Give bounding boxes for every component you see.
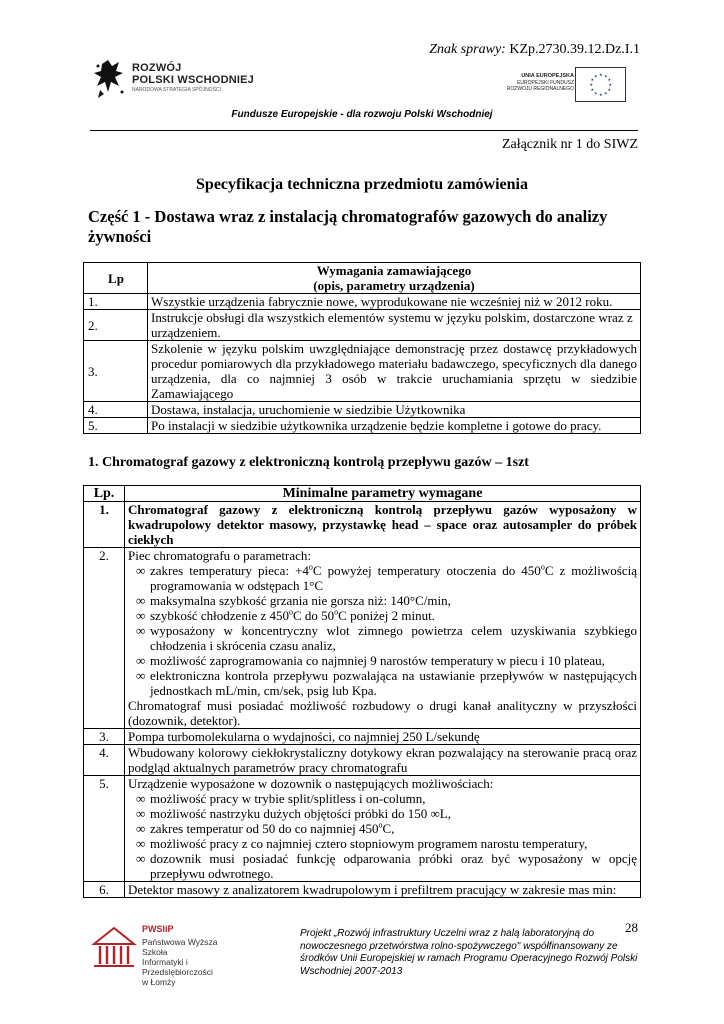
list-item: ∞ możliwość pracy w trybie split/splitless i on-column, [136,791,426,806]
section-1-heading: 1. Chromatograf gazowy z elektroniczną kontrolą przepływu gazów – 1szt [88,455,529,470]
list-item: ∞ maksymalna szybkość grzania nie gorsza niż: 140°C/min, [136,593,451,608]
eu-logo [508,67,626,101]
svg-text:★: ★ [590,87,595,92]
parameters-table [83,485,641,898]
requirements-table [83,262,641,434]
eu-flag-icon [575,67,626,102]
logo-rozwoj-polski-wschodniej [92,56,254,102]
svg-text:★: ★ [594,73,598,79]
svg-text:★: ★ [607,77,612,82]
logo-text-line1: ROZWÓJ [132,62,182,74]
svg-text:★: ★ [599,72,603,77]
injector-params-list [128,791,637,881]
table-row: 3. Szkolenie w języku polskim uwzględniające demonstrację przez dostawcę przykładowych procedur pomiarowych dla przykładowego materiału badawczego, specyficznych dla danego urządzenia, dla co najmniej 3 osób w trakcie uruchamiania sprzętu w siedzibie Zamawiającego [84,341,641,402]
school-brand: PWSIiP [142,924,174,934]
svg-text:★: ★ [589,82,594,87]
header-divider [90,130,638,131]
svg-text:★: ★ [608,82,613,87]
project-description: Projekt „Rozwój infrastruktury Uczelni wraz z halą laboratoryjną do nowoczesnego przetwórstwa rolno-spożywczego" współfinansowany ze środków Unii Europejskiej w ramach Programu Operacyjnego Rozwój Polski Wschodniej 2007-2013 [300,928,638,977]
table-row: 2. Instrukcje obsługi dla wszystkich elementów systemu w języku polskim, dostarczone wraz z urządzeniem. [84,310,641,341]
case-number: Znak sprawy: KZp.2730.39.12.Dz.I.1 [429,42,640,57]
school-logo [90,924,230,987]
svg-text:★: ★ [604,73,608,79]
table-row: 1. Chromatograf gazowy z elektroniczną kontrolą przepływu gazów wyposażony w kwadrupolowy detektor masowy, przystawkę head – space oraz autosampler do próbek ciekłych [84,502,641,548]
col-lp-header: Lp. [84,486,125,502]
list-item: ∞ elektroniczna kontrola przepływu pozwalająca na ustawianie przepływów w następujących jednostkach mL/min, cm/sek, psig lub Kpa. [136,668,637,698]
col-requirements-header: Wymagania zamawiającego (opis, parametry urządzenia) [148,263,641,294]
table-row: 5. Po instalacji w siedzibie użytkownika urządzenie będzie kompletne i gotowe do pracy. [84,418,641,434]
eu-text-line3: ROZWOJU REGIONALNEGO [506,86,574,92]
svg-text:★: ★ [590,77,595,82]
list-item: ∞ wyposażony w koncentryczny wlot zimnego powietrza celem uzyskiwania szybkiego chłodzenia i skrócenia czasu analiz, [136,623,637,653]
table-row: 3. Pompa turbomolekularna o wydajności, co najmniej 250 L/sekundę [84,729,641,745]
col-lp-header: Lp [84,263,148,294]
svg-text:★: ★ [594,90,598,96]
table-row: 4. Dostawa, instalacja, uruchomienie w siedzibie Użytkownika [84,402,641,418]
eu-text-line1: UNIA EUROPEJSKA [521,73,574,79]
school-name-line3: w Łomży [142,977,176,987]
eagle-logo-icon [92,56,130,102]
page-number: 28 [625,920,638,935]
school-building-icon [90,924,138,970]
col-params-header: Minimalne parametry wymagane [125,486,641,502]
list-item: ∞ dozownik musi posiadać funkcję odparowania próbki oraz być wyposażony w opcję przepływu odwrotnego. [136,851,637,881]
document-title: Specyfikacja techniczna przedmiotu zamówienia [196,176,528,193]
school-name-line2: Informatyki i Przedsiębiorczości [142,957,213,977]
list-item: ∞ możliwość zaprogramowania co najmniej 9 narostów temperatury w piecu i 10 plateau, [136,653,605,668]
table-row: 6. Detektor masowy z analizatorem kwadrupolowym i prefiltrem pracujący w zakresie mas min: [84,882,641,898]
list-item: ∞ możliwość pracy z co najmniej cztero stopniowym programem narostu temperatury, [136,836,588,851]
funds-slogan: Fundusze Europejskie - dla rozwoju Polski Wschodniej [231,109,493,120]
svg-text:★: ★ [607,87,612,92]
list-item: ∞ zakres temperatur od 50 do co najmniej 450$^o$C, [136,820,395,836]
list-item: ∞ możliwość nastrzyku dużych objętości próbki do 150 ∞L, [136,806,451,821]
part-heading: Część 1 - Dostawa wraz z instalacją chromatografów gazowych do analizy żywności [88,207,608,246]
logo-text-line3: NARODOWA STRATEGIA SPÓJNOŚCI [132,87,221,93]
eu-text-line2: EUROPEJSKI FUNDUSZ [517,79,574,86]
list-item: ∞ szybkość chłodzenie z 450$^o$C do 50$^o$C poniżej 2 minut. [136,607,435,623]
list-item: ∞ zakres temperatury pieca: $+4^oC$ powyżej temperatury otoczenia do 450$^o$C z możliwością programowania w odstępach 1°C [136,562,637,593]
svg-text:★: ★ [599,92,603,97]
oven-params-list [128,563,637,698]
table-row: 2. Piec chromatografu o parametrach: ∞ zakres temperatury pieca: $+4^oC$ powyżej temperatury otoczenia do 450$^o$C z możliwością programowania w odstępach 1°C ∞ maksymalna szybkość grzania nie gorsza niż: 140°C/min, ∞ szybkość chłodzenie z 450$^o$C do 50$^o$C poniżej 2 minut. ∞ wyposażony w koncentryczny wlot zimnego powietrza celem uzyskiwania szybkiego chłodzenia i skrócenia czasu analiz, ∞ możliwość zaprogramowania co najmniej 9 narostów temperatury w piecu i 10 plateau, ∞ elektroniczna kontrola przepływu pozwalająca na ustawianie przepływów w następujących jednostkach mL/min, cm/sek, psig lub Kpa. Chromatograf musi posiadać możliwość rozbudowy o drugi kanał analityczny w przyszłości (dozownik, detektor). [84,548,641,729]
table-row: 4. Wbudowany kolorowy ciekłokrystaliczny dotykowy ekran pozwalający na sterowanie pracą oraz podgląd aktualnych parametrów pracy chromatografu [84,745,641,776]
table-row: 1. Wszystkie urządzenia fabrycznie nowe, wyprodukowane nie wcześniej niż w 2012 roku. [84,294,641,310]
school-name-line1: Państwowa Wyższa Szkoła [142,937,218,957]
logo-text-line2: POLSKI WSCHODNIEJ [132,74,254,86]
table-row: 5. Urządzenie wyposażone w dozownik o następujących możliwościach: ∞ możliwość pracy w trybie split/splitless i on-column, ∞ możliwość nastrzyku dużych objętości próbki do 150 ∞L, ∞ zakres temperatur od 50 do co najmniej 450$^o$C, ∞ możliwość pracy z co najmniej cztero stopniowym programem narostu temperatury, ∞ dozownik musi posiadać funkcję odparowania próbki oraz być wyposażony w opcję przepływu odwrotnego. [84,776,641,882]
annex-label: Załącznik nr 1 do SIWZ [501,137,638,152]
svg-text:★: ★ [604,90,608,96]
